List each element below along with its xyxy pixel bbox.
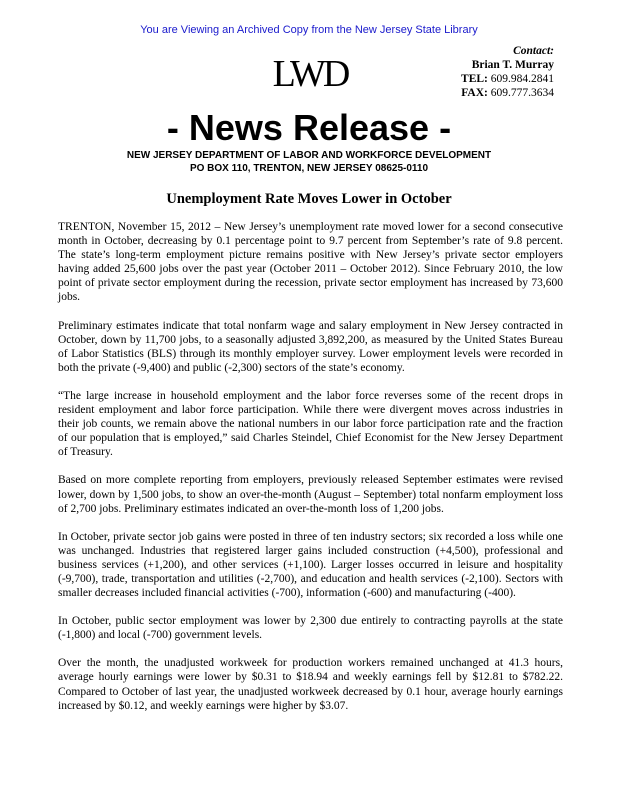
contact-label: Contact: — [513, 45, 554, 57]
release-title: Unemployment Rate Moves Lower in October — [166, 191, 452, 207]
release-body — [58, 220, 563, 727]
body-paragraph: Preliminary estimates indicate that total nonfarm wage and salary employment in New Jersey contracted in October, down by 11,700 jobs, to a seasonally adjusted 3,892,200, as measured by the United States Bureau of Labor Statistics (BLS) through its monthly employer survey. Lower employment levels were recorded in both the private (-9,400) and public (-2,300) sectors of the state’s economy. — [58, 319, 563, 374]
body-paragraph: TRENTON, November 15, 2012 – New Jersey’s unemployment rate moved lower for a second consecutive month in October, decreasing by 0.1 percentage point to 9.7 percent from September’s rate of 9.8 percent. The state’s long-term employment picture remains positive with New Jersey’s private sector employers having added 25,600 jobs over the past year (October 2011 – October 2012). Since February 2010, the low point of private sector employment during the recession, private sector employment has increased by 73,600 jobs. — [58, 221, 563, 304]
body-paragraph: In October, public sector employment was lower by 2,300 due entirely to contracting payrolls at the state (-1,800) and local (-700) government levels. — [58, 615, 563, 642]
tel-value: 609.984.2841 — [490, 73, 554, 85]
department-name: NEW JERSEY DEPARTMENT OF LABOR AND WORKFORCE DEVELOPMENT — [126, 150, 492, 161]
fax-label: FAX: — [461, 87, 488, 99]
contact-fax — [461, 86, 554, 100]
contact-name: Brian T. Murray — [471, 59, 554, 71]
body-paragraph: In October, private sector job gains were posted in three of ten industry sectors; six recorded a loss while one was unchanged. Industries that registered larger gains included construction (+4,500), professional and business services (+1,200), and other services (+1,100). Larger losses occurred in leisure and hospitality (-9,700), trade, transportation and utilities (-2,700), and education and health services (-2,100). Sectors with smaller decreases included financial activities (-700), information (-600) and manufacturing (-400). — [58, 530, 563, 600]
contact-block — [461, 44, 554, 100]
department-address: PO BOX 110, TRENTON, NEW JERSEY 08625-0110 — [189, 163, 429, 174]
archive-banner: You are Viewing an Archived Copy from the New Jersey State Library — [140, 24, 478, 36]
body-paragraph: Based on more complete reporting from employers, previously released September estimates were revised lower, down by 1,500 jobs, to show an over-the-month (August – September) total nonfarm employment loss of 2,700 jobs. Preliminary estimates indicated an over-the-month loss of 1,200 jobs. — [58, 474, 563, 515]
lwd-logo-icon — [268, 52, 352, 92]
body-paragraph: Over the month, the unadjusted workweek for production workers remained unchanged at 41.3 hours, average hourly earnings were lower by $0.31 to $18.94 and weekly earnings fell by $12.81 to $782.22. Compared to October of last year, the unadjusted workweek decreased by 0.1 hour, average hourly earnings increased by $0.12, and weekly earnings were higher by $3.07. — [58, 657, 563, 712]
news-release-headline: - News Release - — [166, 107, 452, 148]
department-block — [0, 149, 618, 175]
contact-tel — [461, 72, 554, 86]
body-paragraph: “The large increase in household employment and the labor force reverses some of the recent drops in resident employment and labor force participation. While there were divergent moves across industries in their job counts, we remain above the national numbers in our labor force participation rate and the fraction of our population that is employed,” said Charles Steindel, Chief Economist for the New Jersey Department of Treasury. — [58, 389, 563, 459]
fax-value: 609.777.3634 — [490, 87, 554, 99]
logo-text: LWD — [272, 53, 348, 92]
tel-label: TEL: — [461, 73, 488, 85]
